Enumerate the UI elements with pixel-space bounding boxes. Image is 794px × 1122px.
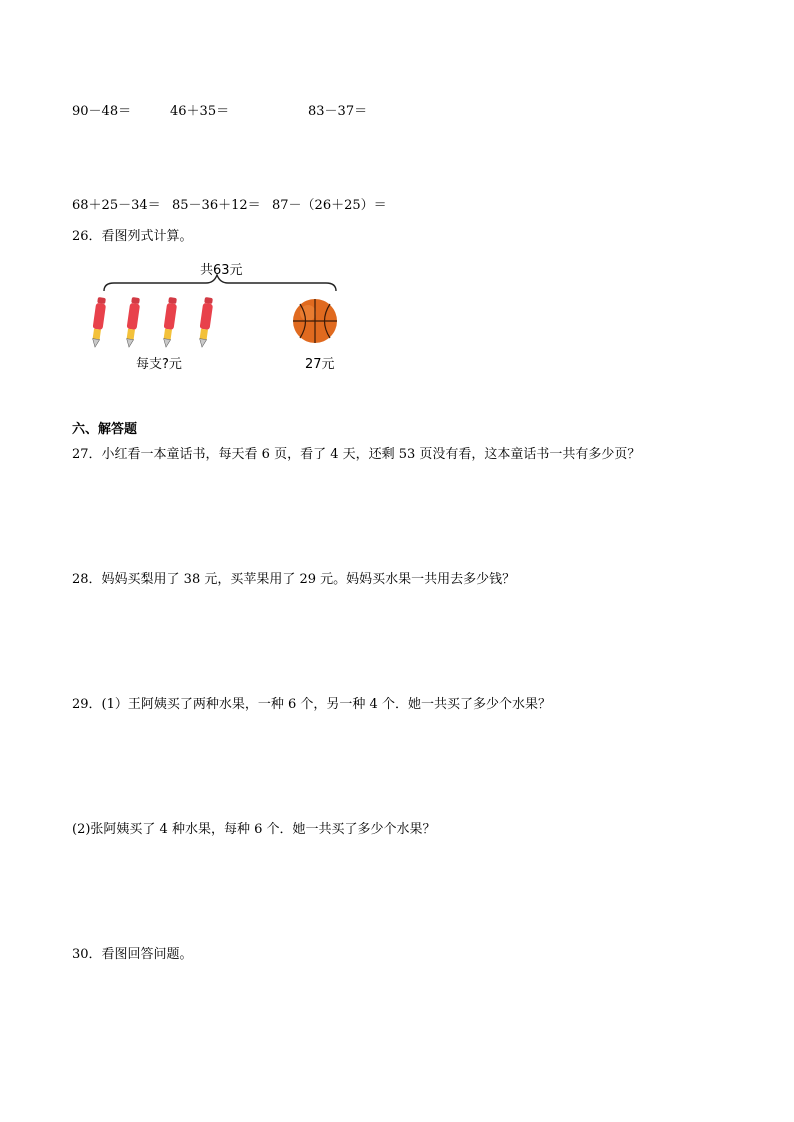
- basketball-icon: [293, 299, 337, 343]
- question-29-part-1: 29．(1）王阿姨买了两种水果，一种 6 个，另一种 4 个．她一共买了多少个水果？: [72, 697, 551, 712]
- pen-icon: [124, 297, 141, 348]
- ball-price-label: 27元: [305, 357, 335, 372]
- pen-icon: [197, 297, 214, 348]
- calc-6: 87－（26＋25）＝: [272, 198, 387, 213]
- calc-4: 68＋25－34＝: [72, 198, 161, 213]
- calc-1: 90－48＝: [72, 104, 132, 119]
- calc-2: 46＋35＝: [170, 104, 230, 119]
- total-label: 共63元: [200, 263, 243, 278]
- question-27: 27．小红看一本童话书，每天看 6 页，看了 4 天，还剩 53 页没有看，这本童话书一共有多少页？: [72, 447, 641, 462]
- calc-3: 83－37＝: [308, 104, 368, 119]
- pen-price-label: 每支?元: [136, 357, 182, 372]
- question-26-figure: [76, 255, 356, 375]
- question-30: 30．看图回答问题。: [72, 947, 193, 962]
- question-26: 26．看图列式计算。: [72, 229, 193, 244]
- question-28: 28．妈妈买梨用了 38 元，买苹果用了 29 元。妈妈买水果一共用去多少钱？: [72, 572, 516, 587]
- calc-5: 85－36＋12＝: [172, 198, 261, 213]
- pen-icon: [90, 297, 107, 348]
- pen-icon: [161, 297, 178, 348]
- question-29-part-2: (2)张阿姨买了 4 种水果，每种 6 个．她一共买了多少个水果？: [72, 822, 436, 837]
- section-heading: 六、解答题: [72, 422, 138, 437]
